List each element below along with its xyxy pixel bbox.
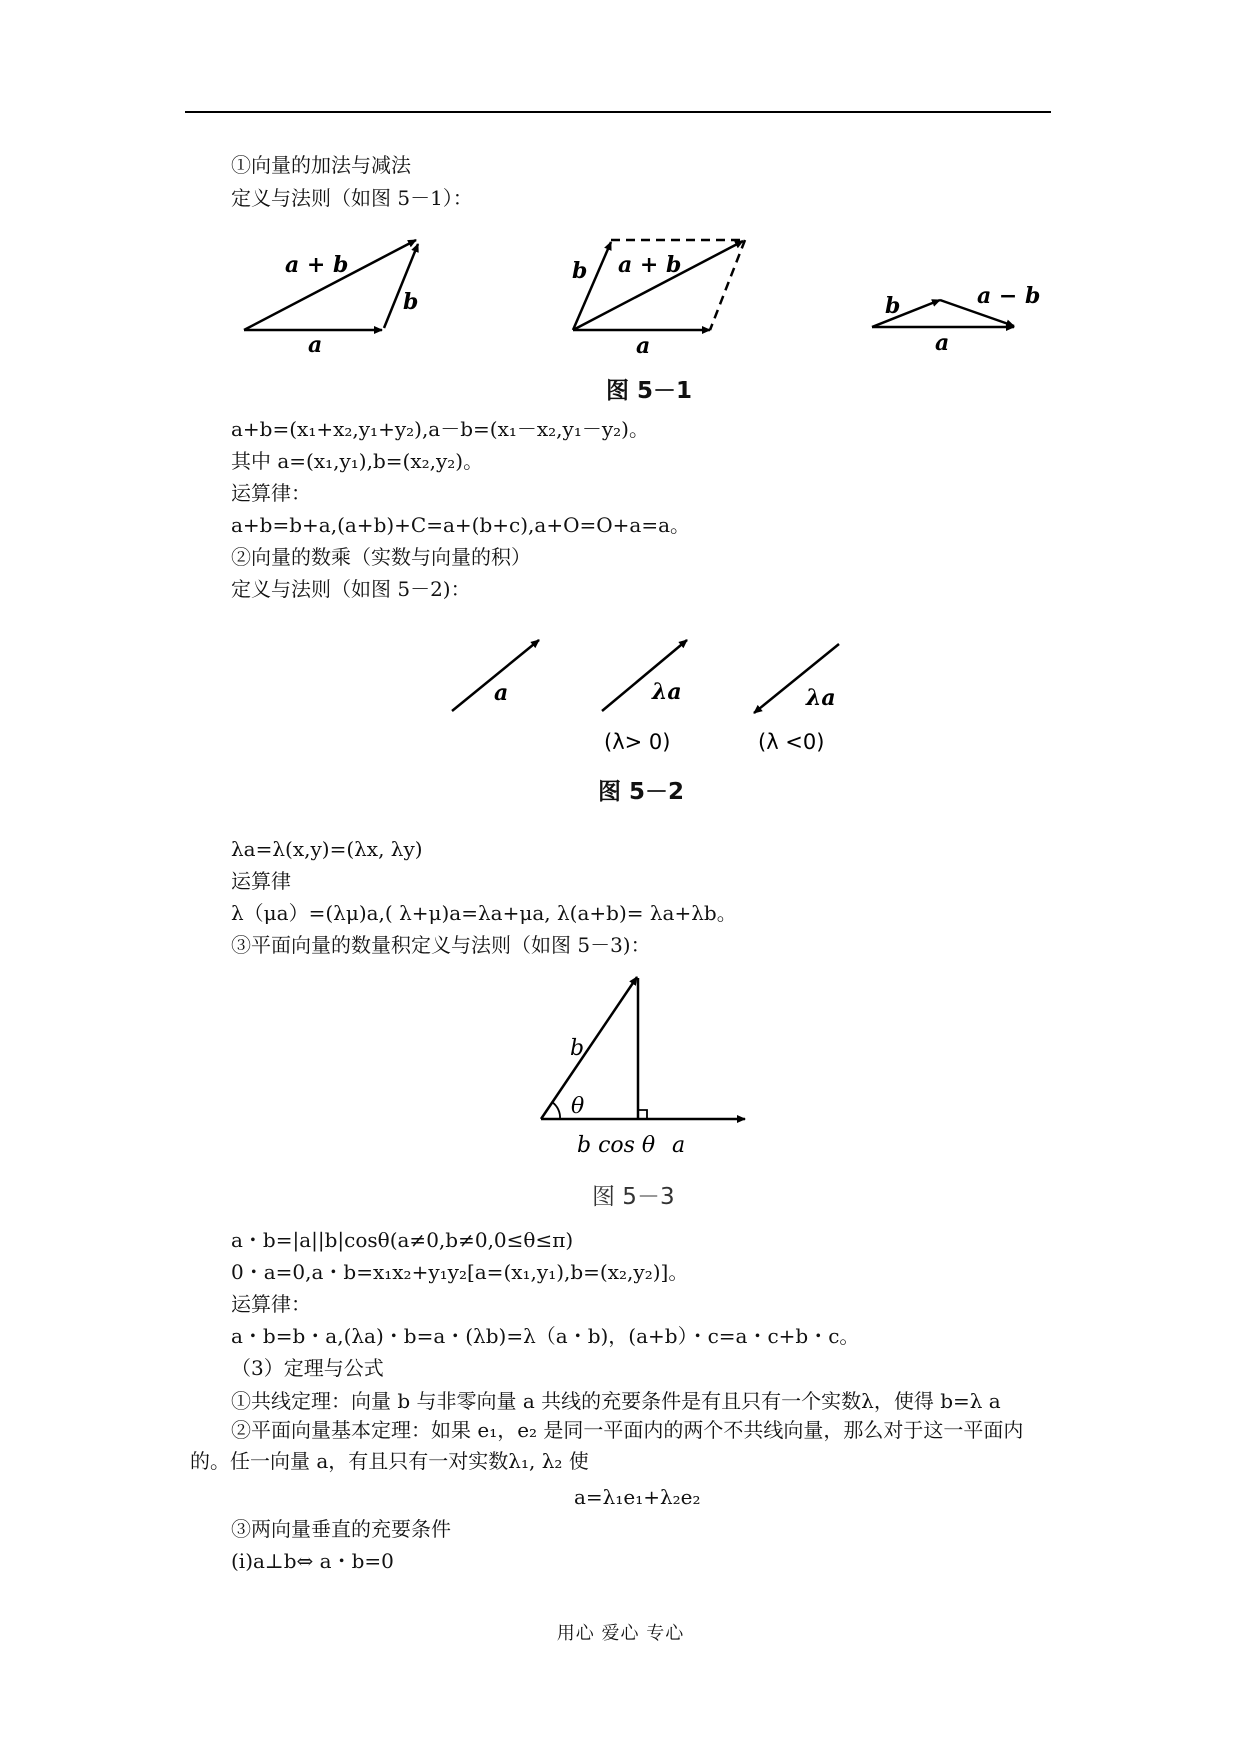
text-line: ③两向量垂直的充要条件 xyxy=(231,1517,451,1541)
text-line: 运算律： xyxy=(231,1292,311,1316)
text-line: ②向量的数乘（实数与向量的积） xyxy=(231,545,531,569)
figure-caption: 图 5－3 xyxy=(592,1184,675,1210)
figure-caption: 图 5－1 xyxy=(606,378,693,404)
right-angle-mark xyxy=(638,1110,647,1119)
label-theta: θ xyxy=(571,1094,585,1119)
label-a: a xyxy=(494,680,509,706)
label-a-plus-b: a + b xyxy=(285,252,349,278)
label-b: b xyxy=(570,1036,585,1061)
label-a: a xyxy=(935,330,950,356)
label-lambda-a: λa xyxy=(652,679,682,705)
label-a-minus-b: a − b xyxy=(977,283,1041,309)
formula-line: a=λ₁e₁+λ₂e₂ xyxy=(574,1485,701,1509)
label-a: a xyxy=(308,332,323,358)
text-line: 定义与法则（如图 5－1）： xyxy=(231,186,473,210)
label-b: b xyxy=(572,258,588,284)
text-line: 运算律 xyxy=(231,869,291,893)
label-lambda-a: λa xyxy=(806,685,836,711)
text-line: 运算律： xyxy=(231,481,311,505)
condition-negative: (λ <0) xyxy=(758,730,825,754)
text-line: ①共线定理：向量 b 与非零向量 a 共线的充要条件是有且只有一个实数λ，使得 b=λ a xyxy=(231,1389,1001,1413)
label-b: b xyxy=(885,293,901,319)
text-line: 0・a=0,a・b=x₁x₂+y₁y₂[a=(x₁,y₁),b=(x₂,y₂)]。 xyxy=(231,1260,689,1284)
label-b-cos-theta: b cos θ xyxy=(577,1133,656,1158)
text-line: a・b=|a||b|cosθ(a≠0,b≠0,0≤θ≤π) xyxy=(231,1228,574,1252)
text-line: 其中 a=(x₁,y₁),b=(x₂,y₂)。 xyxy=(231,449,484,473)
text-line: （3）定理与公式 xyxy=(231,1356,384,1380)
text-line: 定义与法则（如图 5－2)： xyxy=(231,577,471,601)
angle-arc xyxy=(552,1102,560,1119)
text-line: ③平面向量的数量积定义与法则（如图 5－3)： xyxy=(231,933,651,957)
text-line: a+b=(x₁+x₂,y₁+y₂),a－b=(x₁－x₂,y₁－y₂)。 xyxy=(231,417,649,441)
text-line: a+b=b+a,(a+b)+C=a+(b+c),a+O=O+a=a。 xyxy=(231,513,690,537)
vector-b-arrow xyxy=(541,977,637,1119)
text-line: λa=λ(x,y)=(λx, λy) xyxy=(231,837,423,861)
label-a: a xyxy=(672,1133,686,1158)
text-line: ①向量的加法与减法 xyxy=(231,153,411,177)
text-paragraph: ②平面向量基本定理：如果 e₁，e₂ 是同一平面内的两个不共线向量，那么对于这一平面内的。任一向量 a，有且只有一对实数λ₁, λ₂ 使 xyxy=(190,1418,1024,1473)
label-a: a xyxy=(636,333,651,359)
label-b: b xyxy=(403,289,419,315)
text-line: a・b=b・a,(λa)・b=a・(λb)=λ（a・b)，(a+b）・c=a・c+b・c。 xyxy=(231,1324,860,1348)
text-line: (i)a⊥b⇔ a・b=0 xyxy=(231,1549,394,1573)
figure-caption: 图 5－2 xyxy=(598,779,685,805)
condition-positive: (λ> 0) xyxy=(604,730,671,754)
label-a-plus-b: a + b xyxy=(618,252,682,278)
page-footer: 用心 爱心 专心 xyxy=(556,1623,685,1644)
text-line: λ（μa）=(λμ)a,( λ+μ)a=λa+μa, λ(a+b)= λa+λb。 xyxy=(231,901,737,925)
